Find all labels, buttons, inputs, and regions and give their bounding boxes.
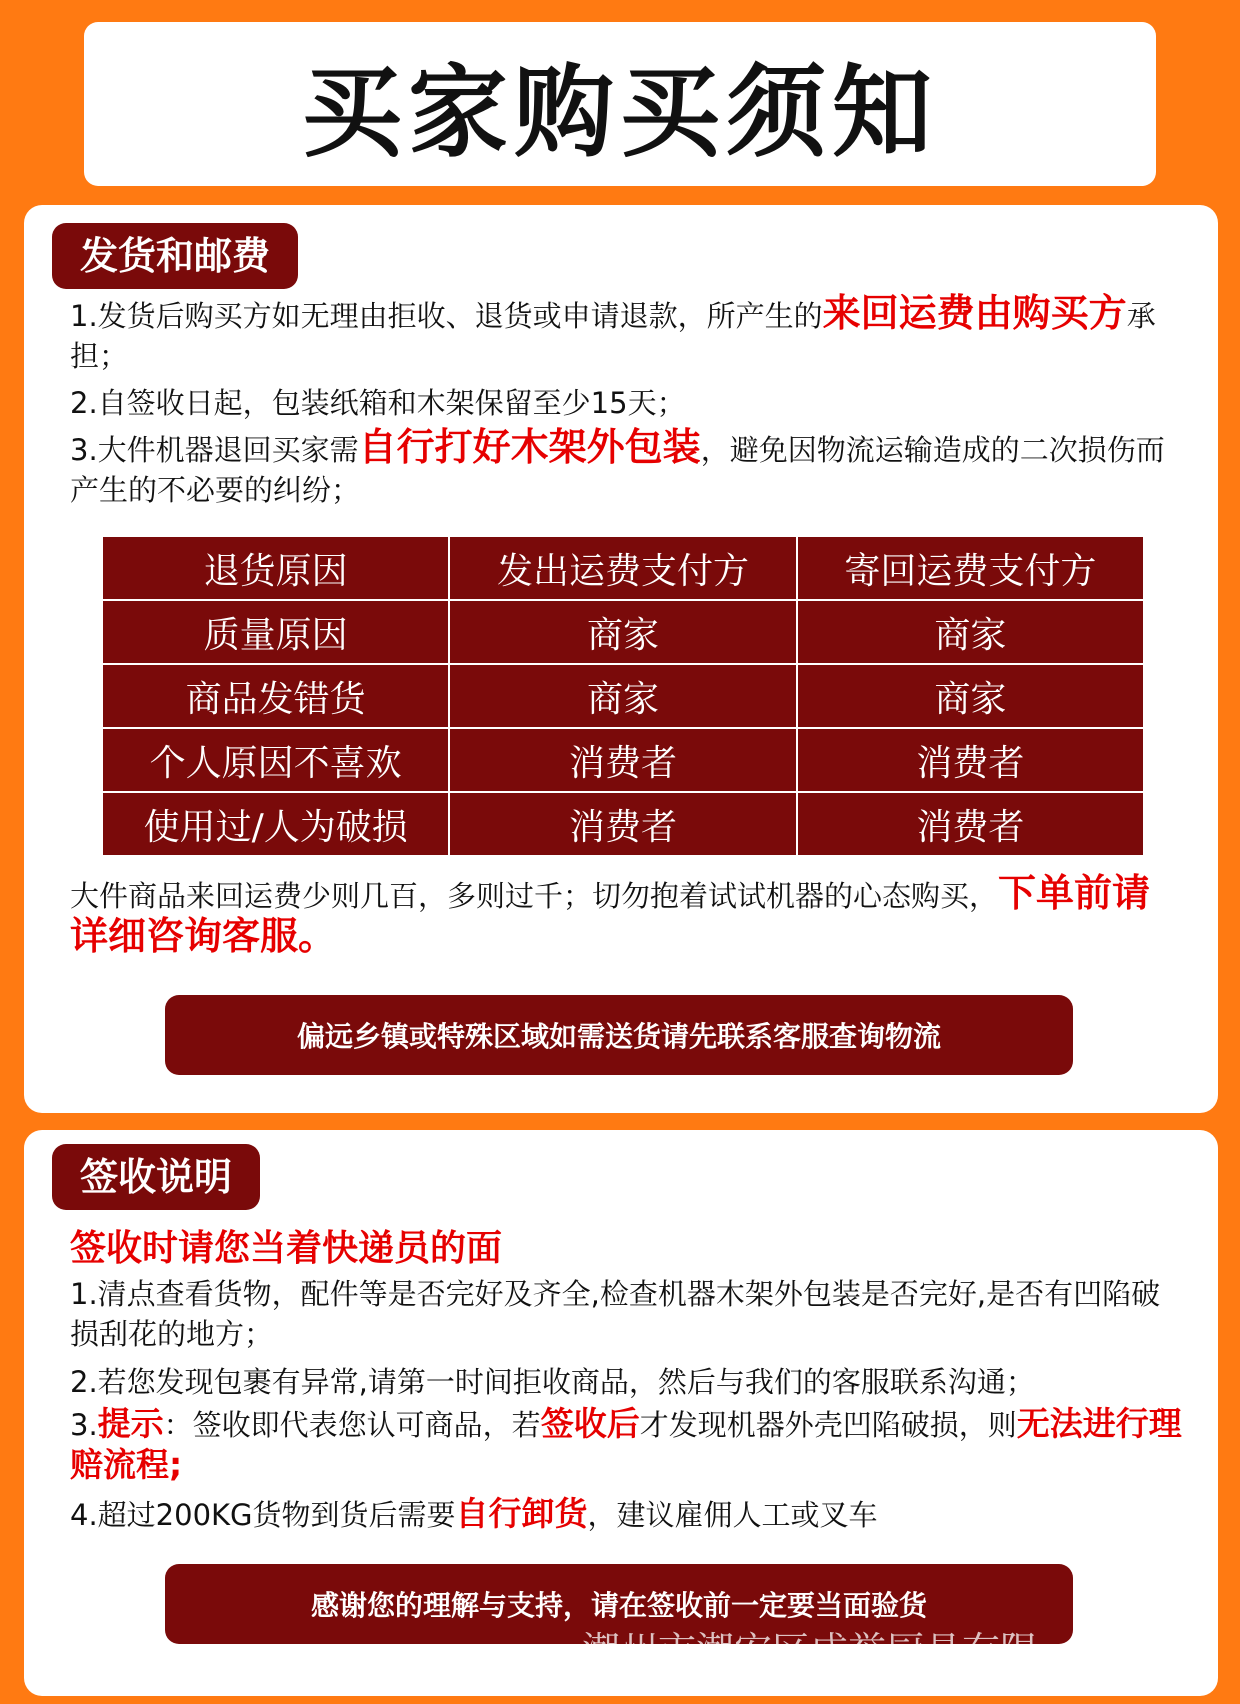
shipping-item-3-highlight: 自行打好木架外包装 <box>358 425 701 469</box>
page-title: 买家购买须知 <box>302 54 938 171</box>
table-cell: 消费者 <box>797 728 1144 792</box>
table-row <box>102 728 1144 792</box>
table-cell: 商家 <box>449 664 796 728</box>
receipt-item-3-text: ：签收即代表您认可商品，若 <box>163 1408 541 1442</box>
receipt-item-3-num: 3. <box>70 1408 98 1442</box>
shipping-note-highlight: 下单前请详细咨询客服。 <box>70 871 1151 958</box>
table-row <box>102 664 1144 728</box>
table-row <box>102 792 1144 856</box>
table-cell: 质量原因 <box>102 600 449 664</box>
shipping-item-1-tail: 承担； <box>70 299 1156 373</box>
shipping-note-text: 大件商品来回运费少则几百，多则过千；切勿抱着试试机器的心态购买， <box>70 879 999 913</box>
shipping-item-1 <box>70 293 1188 376</box>
table-cell: 商品发错货 <box>102 664 449 728</box>
table-cell: 消费者 <box>449 728 796 792</box>
receipt-subtitle: 签收时请您当着快递员的面 <box>70 1228 503 1269</box>
shipping-item-3 <box>70 427 1188 510</box>
shipping-item-1-highlight: 来回运费由购买方 <box>822 291 1127 335</box>
table-cell: 商家 <box>449 600 796 664</box>
table-header-cell: 退货原因 <box>102 536 449 600</box>
table-header-cell: 寄回运费支付方 <box>797 536 1144 600</box>
shipping-item-3-text: 3.大件机器退回买家需 <box>70 433 359 467</box>
return-fee-table <box>101 535 1145 857</box>
receipt-item-4-tail: ，建议雇佣人工或叉车 <box>587 1498 878 1532</box>
receipt-item-3-hint: 提示 <box>97 1404 164 1443</box>
table-header-cell: 发出运费支付方 <box>449 536 796 600</box>
receipt-item-3-text2: 才发现机器外壳凹陷破损，则 <box>639 1408 1017 1442</box>
table-cell: 商家 <box>797 664 1144 728</box>
receipt-item-3-no-claim: 无法进行理赔流程; <box>70 1404 1182 1484</box>
remote-delivery-banner: 偏远乡镇或特殊区域如需送货请先联系客服查询物流 <box>165 995 1073 1075</box>
table-cell: 个人原因不喜欢 <box>102 728 449 792</box>
shipping-note <box>70 873 1188 959</box>
receipt-item-3 <box>70 1404 1188 1486</box>
receipt-item-4-highlight: 自行卸货 <box>455 1494 588 1533</box>
table-cell: 消费者 <box>797 792 1144 856</box>
table-row <box>102 600 1144 664</box>
receipt-item-4-text: 4.超过200KG货物到货后需要 <box>70 1498 456 1532</box>
table-header-row <box>102 536 1144 600</box>
receipt-item-1: 1.清点查看货物，配件等是否完好及齐全,检查机器木架外包装是否完好,是否有凹陷破损刮花的地方； <box>70 1277 1161 1351</box>
table-cell: 消费者 <box>449 792 796 856</box>
shipping-panel <box>24 205 1218 1113</box>
receipt-tag: 签收说明 <box>52 1144 260 1210</box>
receipt-item-3-after-sign: 签收后 <box>540 1404 640 1443</box>
title-card <box>84 22 1156 186</box>
thanks-banner: 感谢您的理解与支持，请在签收前一定要当面验货 <box>165 1564 1073 1644</box>
shop-watermark: 潮州市潮安区成誉厨具有限 <box>582 1629 1039 1673</box>
receipt-item-2: 2.若您发现包裹有异常,请第一时间拒收商品，然后与我们的客服联系沟通； <box>70 1365 1035 1399</box>
table-cell: 使用过/人为破损 <box>102 792 449 856</box>
shipping-item-3-tail: ，避免因物流运输造成的二次损伤而产生的不必要的纠纷； <box>70 433 1165 507</box>
receipt-panel <box>24 1130 1218 1696</box>
receipt-item-4 <box>70 1494 1188 1535</box>
shipping-item-2: 2.自签收日起，包装纸箱和木架保留至少15天； <box>70 386 686 420</box>
shipping-item-1-text: 1.发货后购买方如无理由拒收、退货或申请退款，所产生的 <box>70 299 823 333</box>
table-cell: 商家 <box>797 600 1144 664</box>
shipping-tag: 发货和邮费 <box>52 223 298 289</box>
